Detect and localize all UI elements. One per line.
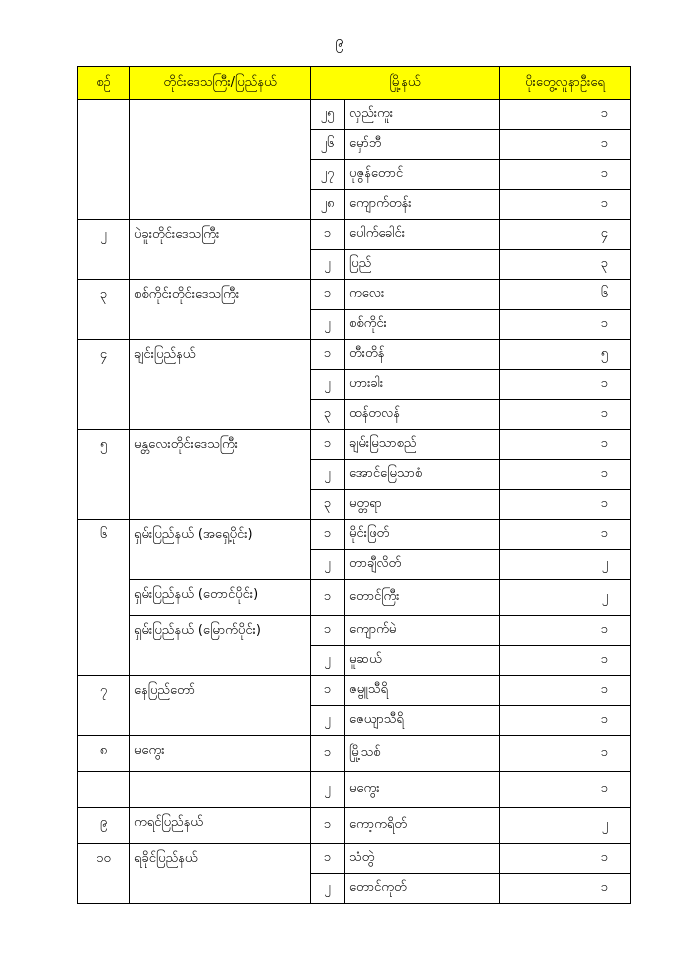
township-number-cell: ၁ [311,808,345,844]
table-row [78,772,631,808]
serial-cell [78,772,130,808]
township-number-cell: ၂ [311,772,345,808]
case-count-cell: ၁ [500,874,631,904]
township-number-cell: ၂ [311,706,345,736]
case-count-cell: ၁ [500,130,631,160]
table-row [78,280,631,310]
header-serial: စဉ် [78,67,130,100]
township-name-cell: ပေါက်ခေါင်း [345,220,500,250]
region-cell: ကရင်ပြည်နယ် [130,808,311,844]
case-count-cell: ၂ [500,550,631,580]
table-row [78,736,631,772]
case-count-cell: ၁ [500,370,631,400]
table-row [78,808,631,844]
township-name-cell: အောင်မြေသာစံ [345,460,500,490]
township-number-cell: ၂ [311,370,345,400]
region-cell: ချင်းပြည်နယ် [130,340,311,430]
region-cell: စစ်ကိုင်းတိုင်းဒေသကြီး [130,280,311,340]
township-number-cell: ၂၈ [311,190,345,220]
township-name-cell: ကျောက်မဲ [345,616,500,646]
township-name-cell: သံတွဲ [345,844,500,874]
township-number-cell: ၃ [311,490,345,520]
township-name-cell: လှည်းကူး [345,100,500,130]
township-name-cell: တောင်ကုတ် [345,874,500,904]
case-count-cell: ၁ [500,490,631,520]
township-name-cell: ဇေယျာသီရိ [345,706,500,736]
township-name-cell: ဇမ္ဗူသီရိ [345,676,500,706]
township-name-cell: တောင်ကြီး [345,580,500,616]
table-row [78,676,631,706]
serial-cell: ၆ [78,520,130,676]
serial-cell: ၃ [78,280,130,340]
region-cell: ပဲခူးတိုင်းဒေသကြီး [130,220,311,280]
township-number-cell: ၂ [311,310,345,340]
township-number-cell: ၂ [311,550,345,580]
township-number-cell: ၃ [311,400,345,430]
case-count-cell: ၁ [500,460,631,490]
township-name-cell: ပုဇွန်တောင် [345,160,500,190]
township-name-cell: ဟားခါး [345,370,500,400]
region-cell: ရှမ်းပြည်နယ် (တောင်ပိုင်း) [130,580,311,616]
township-name-cell: မူဆယ် [345,646,500,676]
township-number-cell: ၁ [311,844,345,874]
case-count-cell: ၁ [500,100,631,130]
region-cell [130,772,311,808]
township-number-cell: ၁ [311,616,345,646]
case-count-cell: ၄ [500,220,631,250]
serial-cell: ၁၀ [78,844,130,904]
township-number-cell: ၁ [311,340,345,370]
case-count-cell: ၁ [500,520,631,550]
case-count-cell: ၃ [500,250,631,280]
township-name-cell: တီးတိန် [345,340,500,370]
case-count-cell: ၂ [500,580,631,616]
header-township: မြို့နယ် [311,67,500,100]
table-row [78,844,631,874]
case-count-cell: ၁ [500,772,631,808]
region-cell: မကွေး [130,736,311,772]
township-number-cell: ၂၇ [311,160,345,190]
case-count-cell: ၁ [500,844,631,874]
township-name-cell: တာချီလိတ် [345,550,500,580]
region-cell: ရခိုင်ပြည်နယ် [130,844,311,904]
township-name-cell: ပြည် [345,250,500,280]
page-number: ၉ [335,32,344,50]
serial-cell: ၇ [78,676,130,736]
case-count-cell: ၁ [500,160,631,190]
region-cell [130,100,311,220]
region-cell: မန္တလေးတိုင်းဒေသကြီး [130,430,311,520]
region-cell: ရှမ်းပြည်နယ် (အရှေ့ပိုင်း) [130,520,311,580]
township-number-cell: ၂၆ [311,130,345,160]
township-number-cell: ၁ [311,580,345,616]
case-count-cell: ၁ [500,676,631,706]
serial-cell: ၈ [78,736,130,772]
township-name-cell: ကျောက်တန်း [345,190,500,220]
township-number-cell: ၂ [311,250,345,280]
township-number-cell: ၂ [311,646,345,676]
case-count-cell: ၁ [500,310,631,340]
header-cases: ပိုးတွေ့လူနာဦးရေ [500,67,631,100]
case-count-cell: ၁ [500,646,631,676]
township-name-cell: ကော့ကရိတ် [345,808,500,844]
table-row [78,520,631,550]
serial-cell: ၅ [78,430,130,520]
header-region: တိုင်းဒေသကြီး/ပြည်နယ် [130,67,311,100]
township-name-cell: ထန်တလန် [345,400,500,430]
region-cell: ရှမ်းပြည်နယ် (မြောက်ပိုင်း) [130,616,311,676]
township-name-cell: ချမ်းမြသာစည် [345,430,500,460]
case-count-cell: ၆ [500,280,631,310]
township-number-cell: ၂၅ [311,100,345,130]
township-number-cell: ၁ [311,280,345,310]
township-number-cell: ၂ [311,460,345,490]
case-count-cell: ၁ [500,190,631,220]
case-count-cell: ၁ [500,430,631,460]
township-number-cell: ၁ [311,430,345,460]
case-count-cell: ၁ [500,736,631,772]
township-name-cell: ကလေး [345,280,500,310]
table-row [78,100,631,130]
table-row [78,616,631,646]
table-header-row [78,67,631,100]
township-number-cell: ၁ [311,736,345,772]
serial-cell: ၄ [78,340,130,430]
township-name-cell: မိုင်းဖြတ် [345,520,500,550]
table-row [78,340,631,370]
cases-table [77,66,631,904]
case-count-cell: ၅ [500,340,631,370]
case-count-cell: ၁ [500,400,631,430]
township-name-cell: မြို့သစ် [345,736,500,772]
township-name-cell: မကွေး [345,772,500,808]
township-name-cell: မှော်ဘီ [345,130,500,160]
township-name-cell: မတ္တရာ [345,490,500,520]
township-number-cell: ၂ [311,874,345,904]
table-row [78,580,631,616]
case-count-cell: ၁ [500,616,631,646]
region-cell: နေပြည်တော် [130,676,311,736]
township-number-cell: ၁ [311,520,345,550]
serial-cell [78,100,130,220]
township-name-cell: စစ်ကိုင်း [345,310,500,340]
township-number-cell: ၁ [311,676,345,706]
case-count-cell: ၁ [500,706,631,736]
case-count-cell: ၂ [500,808,631,844]
table-row [78,220,631,250]
township-number-cell: ၁ [311,220,345,250]
serial-cell: ၉ [78,808,130,844]
serial-cell: ၂ [78,220,130,280]
table-row [78,430,631,460]
